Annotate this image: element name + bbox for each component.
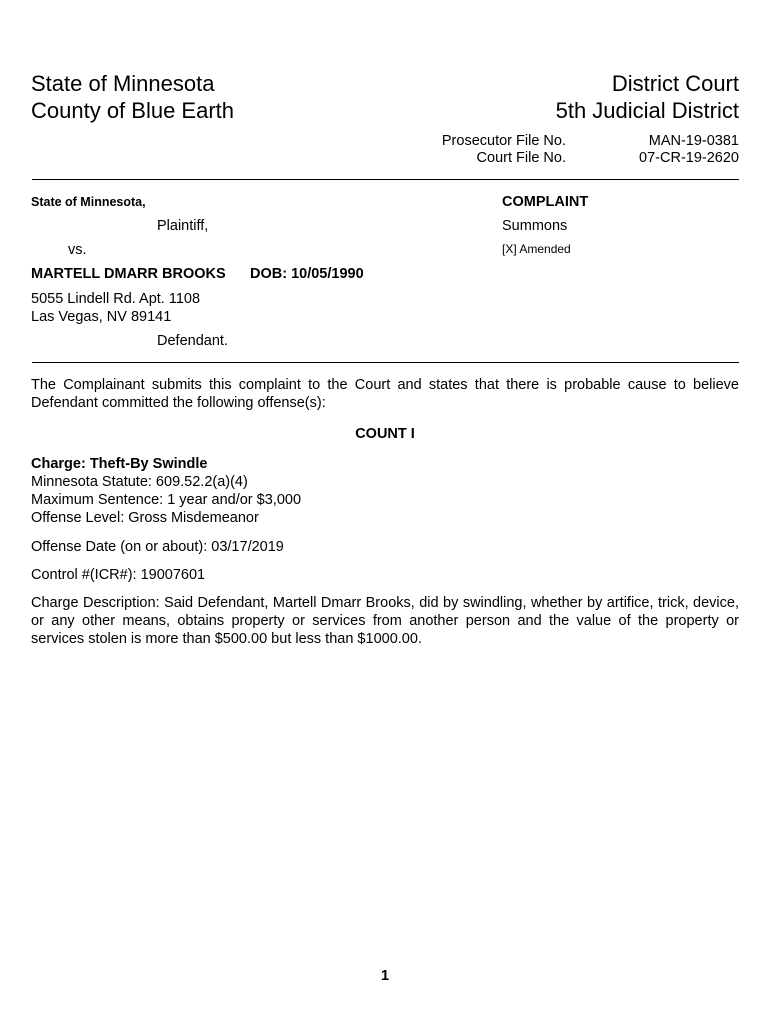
defendant-dob: DOB: 10/05/1990 [250,266,364,282]
court-heading: District Court [611,71,739,96]
document-type: COMPLAINT [502,194,589,210]
court-file-number: 07-CR-19-2620 [639,150,739,166]
charge-description: Charge Description: Said Defendant, Martell Dmarr Brooks, did by swindling, whether by artifice, trick, device, or any other means, obtains property or services from another person and the value of the property or services stolen is more than $500.00 but less than $1000.00. [31,595,739,647]
defendant-name: MARTELL DMARR BROOKS [31,266,226,282]
caption-divider [32,362,739,363]
versus-label: vs. [68,242,87,258]
control-number: Control #(ICR#): 19007601 [31,567,206,583]
page-number: 1 [380,968,390,984]
statute: Minnesota Statute: 609.52.2(a)(4) [31,474,248,490]
state-heading: State of Minnesota [31,71,215,96]
defendant-role: Defendant. [157,333,228,349]
defendant-address-line1: 5055 Lindell Rd. Apt. 1108 [31,291,201,307]
plaintiff-role: Plaintiff, [157,218,209,234]
header-divider [32,179,739,180]
district-heading: 5th Judicial District [555,98,739,123]
summons-option: Summons [502,218,568,234]
county-heading: County of Blue Earth [31,98,235,123]
intro-paragraph: The Complainant submits this complaint to the Court and states that there is probable cause to believe Defendant committed the following offense(s): [31,377,739,411]
prosecutor-file-number: MAN-19-0381 [648,133,739,149]
charge-name: Charge: Theft-By Swindle [31,456,208,472]
prosecutor-file-label: Prosecutor File No. [441,133,566,149]
charge-details [31,455,301,527]
amended-option: [X] Amended [502,242,571,256]
count-title: COUNT I [355,426,415,442]
plaintiff-name: State of Minnesota, [31,195,146,209]
offense-date: Offense Date (on or about): 03/17/2019 [31,539,284,555]
maximum-sentence: Maximum Sentence: 1 year and/or $3,000 [31,492,302,508]
court-file-label: Court File No. [476,150,566,166]
defendant-address-line2: Las Vegas, NV 89141 [31,309,172,325]
offense-level: Offense Level: Gross Misdemeanor [31,510,259,526]
